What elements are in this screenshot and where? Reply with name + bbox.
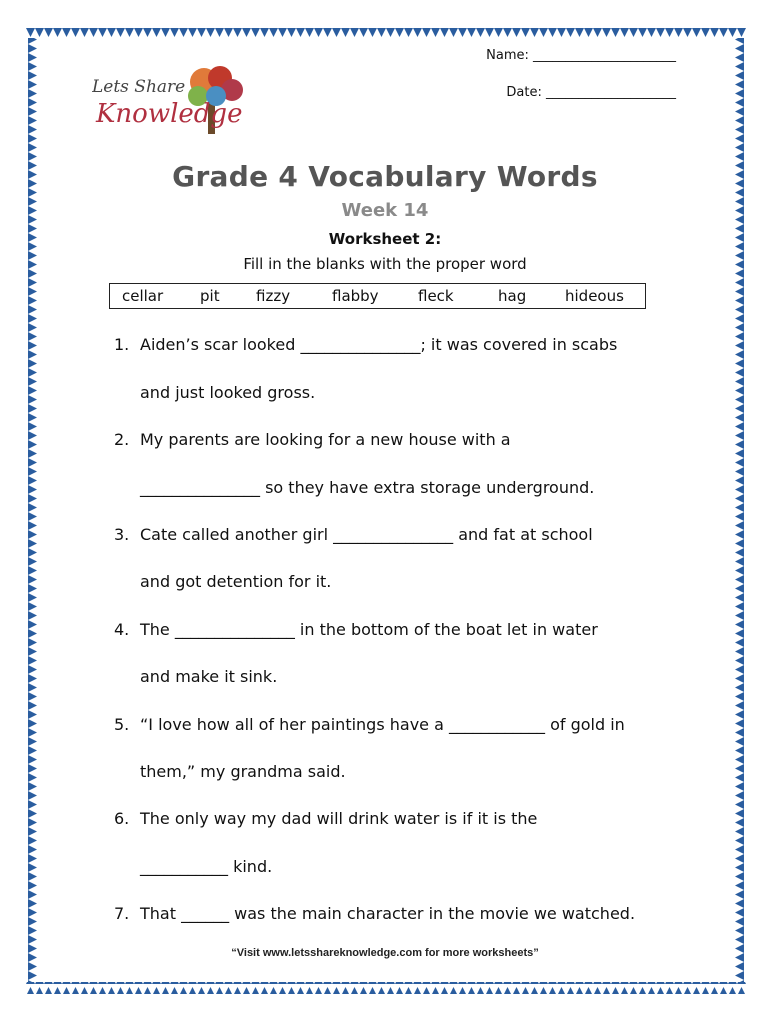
question-number: 3. xyxy=(114,525,130,544)
question-text-continued: _______________ so they have extra storage underground. xyxy=(140,478,595,497)
question-number: 2. xyxy=(114,430,130,449)
page-title: Grade 4 Vocabulary Words xyxy=(172,160,598,193)
word-bank xyxy=(109,283,646,309)
word-bank-item: flabby xyxy=(332,287,379,305)
question-number: 6. xyxy=(114,809,130,828)
question-text: Aiden’s scar looked _______________; it was covered in scabs xyxy=(140,335,618,354)
question-text: My parents are looking for a new house with a xyxy=(140,430,511,449)
worksheet-page xyxy=(44,40,726,980)
question-number: 1. xyxy=(114,335,130,354)
lets-share-knowledge-logo xyxy=(92,60,272,140)
question-text-continued: and just looked gross. xyxy=(140,383,316,402)
date-field[interactable]: Date: ____________________ xyxy=(506,85,676,100)
question-text-continued: and got detention for it. xyxy=(140,572,332,591)
question-number: 4. xyxy=(114,620,130,639)
question-text-continued: and make it sink. xyxy=(140,667,278,686)
word-bank-item: hideous xyxy=(565,287,624,305)
question-text: That ______ was the main character in the movie we watched. xyxy=(140,904,636,923)
question-number: 5. xyxy=(114,715,130,734)
word-bank-item: fizzy xyxy=(256,287,291,305)
question-text: The _______________ in the bottom of the boat let in water xyxy=(140,620,598,639)
word-bank-item: pit xyxy=(200,287,220,305)
question-text-continued: them,” my grandma said. xyxy=(140,762,346,781)
instructions: Fill in the blanks with the proper word xyxy=(243,255,527,273)
word-bank-item: fleck xyxy=(418,287,454,305)
week-subtitle: Week 14 xyxy=(341,200,429,221)
svg-text:Lets Share: Lets Share xyxy=(92,77,186,97)
question-text: The only way my dad will drink water is if it is the xyxy=(140,809,538,828)
question-text-continued: ___________ kind. xyxy=(140,857,273,876)
question-number: 7. xyxy=(114,904,130,923)
word-bank-item: hag xyxy=(498,287,527,305)
question-text: “I love how all of her paintings have a ____________ of gold in xyxy=(140,715,625,734)
name-field[interactable]: Name: ______________________ xyxy=(486,48,676,63)
word-bank-item: cellar xyxy=(122,287,164,305)
footer-note: “Visit www.letsshareknowledge.com for more worksheets” xyxy=(231,947,539,959)
question-text: Cate called another girl _______________ and fat at school xyxy=(140,525,593,544)
worksheet-label: Worksheet 2: xyxy=(328,230,442,248)
svg-text:Knowledge: Knowledge xyxy=(96,99,243,129)
